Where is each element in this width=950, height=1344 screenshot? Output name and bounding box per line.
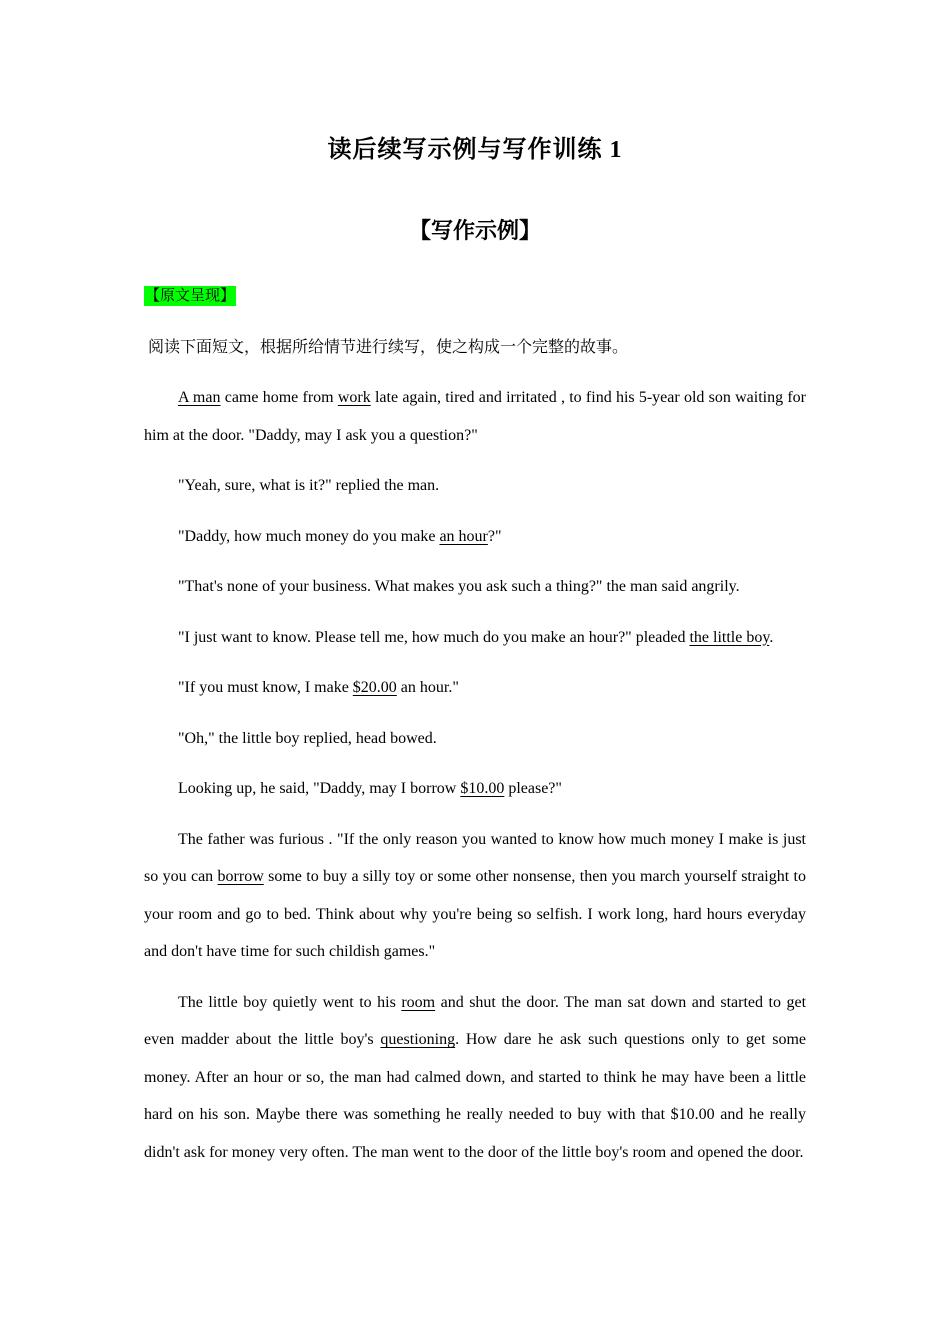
story-paragraph — [144, 720, 806, 758]
paragraph-text: ?" — [487, 527, 502, 545]
paragraph-text: and shut the door. The man sat down and started to get even madder about the little boy's — [144, 993, 807, 1048]
story-body — [144, 379, 806, 1184]
story-paragraph — [144, 379, 806, 454]
paragraph-text: "Oh," the little boy replied, head bowed. — [178, 729, 437, 747]
paragraph-text: some to buy a silly toy or some other nonsense, then you march yourself straight to your room and go to bed. Think about why you're being so selfish. I work long, hard hours everyday and don't have time for such childish games." — [144, 868, 806, 960]
document-title: 读后续写示例与写作训练 1 — [327, 137, 623, 163]
paragraph-text: "Yeah, sure, what is it?" replied the man. — [178, 477, 440, 494]
story-paragraph — [144, 518, 806, 556]
original-text-tag: 【原文呈现】 — [145, 288, 236, 304]
underlined-phrase: the little boy — [689, 628, 770, 646]
story-paragraph — [144, 770, 806, 808]
paragraph-text: The little boy quietly went to his — [178, 993, 402, 1011]
paragraph-text: an hour." — [396, 679, 459, 696]
underlined-phrase: an hour — [439, 527, 488, 545]
story-paragraph — [144, 821, 806, 971]
underlined-phrase: $10.00 — [460, 780, 505, 797]
underlined-phrase: questioning — [380, 1031, 456, 1048]
section-heading: 【写作示例】 — [408, 218, 541, 243]
underlined-phrase: borrow — [217, 868, 264, 885]
story-paragraph — [144, 568, 806, 606]
paragraph-text: please?" — [504, 780, 562, 797]
paragraph-text: The father was furious . "If the only reason you wanted to know how much money I make is just so you can — [144, 830, 806, 885]
underlined-phrase: A man — [178, 389, 221, 406]
paragraph-text: came home from — [220, 389, 338, 406]
paragraph-text: "Daddy, how much money do you make — [178, 527, 440, 545]
paragraph-text: "If you must know, I make — [178, 679, 353, 696]
story-paragraph — [144, 984, 806, 1172]
underlined-phrase: room — [401, 993, 436, 1011]
paragraph-text: . — [769, 628, 774, 646]
paragraph-text: . How dare he ask such questions only to get some money. After an hour or so, the man had calmed down, and started to think he may have been a little hard on his son. Maybe there was something he really needed to buy with that $10.00 and he really didn't ask for money very often. The man went to the door of the little boy's room and opened the door. — [144, 1031, 806, 1161]
story-paragraph — [144, 669, 806, 707]
paragraph-text: late again, tired and irritated , to find his 5-year old son waiting for him at the door. "Daddy, may I ask you a question?" — [144, 389, 807, 444]
instruction-text: 阅读下面短文，根据所给情节进行续写，使之构成一个完整的故事。 — [148, 339, 629, 356]
story-paragraph — [144, 619, 806, 657]
underlined-phrase: work — [337, 389, 371, 406]
paragraph-text: "That's none of your business. What makes you ask such a thing?" the man said angrily. — [178, 578, 740, 595]
story-paragraph — [144, 467, 806, 505]
underlined-phrase: $20.00 — [352, 679, 397, 696]
paragraph-text: "I just want to know. Please tell me, how much do you make an hour?" pleaded — [178, 628, 690, 646]
paragraph-text: Looking up, he said, "Daddy, may I borrow — [178, 780, 461, 797]
